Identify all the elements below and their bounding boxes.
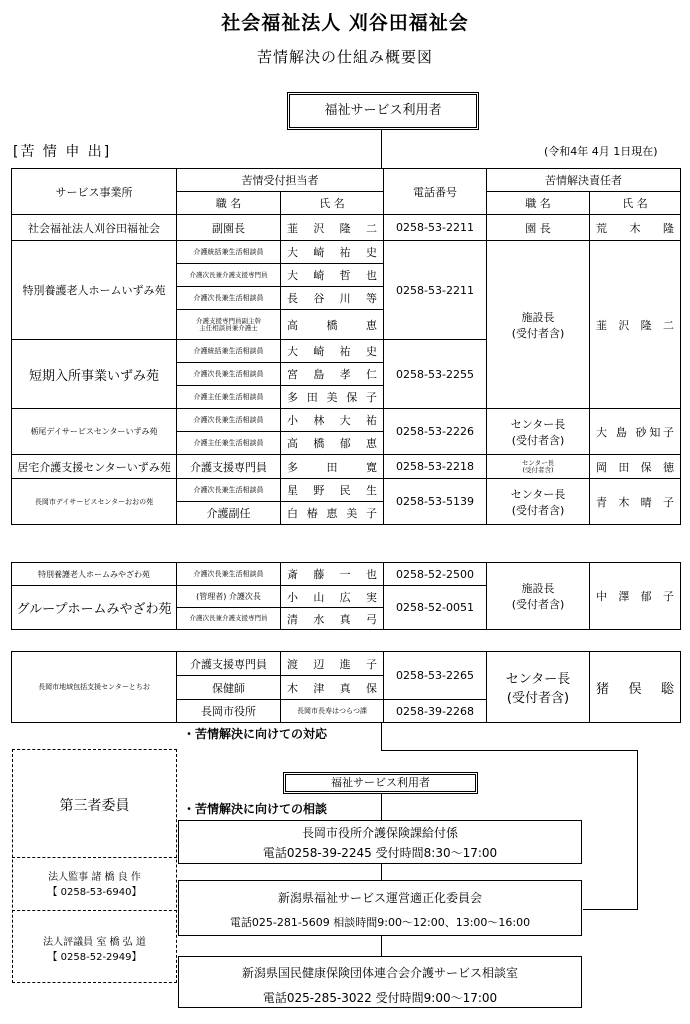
user-box-bottom <box>283 772 478 794</box>
hdr-role2: 職 名 <box>487 192 590 215</box>
name-cell: 大 崎 哲 也 <box>281 264 384 287</box>
name-cell: 高 橋 郁 恵 <box>281 432 384 455</box>
third-party-sep1 <box>12 857 177 858</box>
role-cell: 介護主任兼生活相談員 <box>177 432 281 455</box>
user-box-bottom-label: 福祉サービス利用者 <box>331 776 430 789</box>
office-cell: 長岡市地域包括支援センターとちお <box>12 652 177 723</box>
res-note-text: (受付者含) <box>511 326 565 340</box>
res-name-cell: 岡 田 保 徳 <box>590 455 681 479</box>
role-cell: 介護主任兼生活相談員 <box>177 386 281 409</box>
name-cell: 高 橋 恵 <box>281 310 384 340</box>
name-cell: 星 野 民 生 <box>281 479 384 502</box>
res-name-cell: 荒 木 隆 <box>590 215 681 241</box>
res-note-text: (受付者含) <box>511 598 565 611</box>
phone-cell: 0258-52-0051 <box>384 586 487 630</box>
city-office-line2: 電話0258-39-2245 受付時間8:30～17:00 <box>262 846 498 860</box>
connector-main <box>381 723 382 751</box>
councillor-line1: 法人評議員 室 橋 弘 道 <box>43 937 146 948</box>
role-cell: 介護統括兼生活相談員 <box>177 340 281 363</box>
role-cell: 保健師 <box>177 676 281 700</box>
user-box-top-label: 福祉サービス利用者 <box>324 103 442 118</box>
office-cell: 特別養護老人ホームみやざわ苑 <box>12 563 177 586</box>
res-role-text: 施設長 <box>521 582 555 595</box>
name-cell: 木 津 真 保 <box>281 676 384 700</box>
res-role-cell <box>487 479 590 525</box>
hdr-service: サービス事業所 <box>12 169 177 215</box>
connector-mid2 <box>381 864 382 881</box>
hdr-role: 職 名 <box>177 192 281 215</box>
office-cell: グループホームみやざわ苑 <box>12 586 177 630</box>
auditor-line2: 【 0258-53-6940】 <box>47 887 142 898</box>
connector-right <box>637 750 638 910</box>
connector-top <box>381 130 382 168</box>
phone-cell: 0258-52-2500 <box>384 563 487 586</box>
res-role-text: センター長 <box>510 417 566 431</box>
res-role-text: センター長 <box>505 672 571 687</box>
office-cell: 居宅介護支援センターいずみ苑 <box>12 455 177 479</box>
name-cell: 多 田 美 保 子 <box>281 386 384 409</box>
hdr-name: 氏 名 <box>281 192 384 215</box>
name-cell: 大 崎 祐 史 <box>281 340 384 363</box>
hdr-name2: 氏 名 <box>590 192 681 215</box>
phone-cell: 0258-53-2218 <box>384 455 487 479</box>
role-line2: 主任相談員兼介護士 <box>199 323 258 332</box>
office-cell: 長岡市デイサービスセンターおおの苑 <box>12 479 177 525</box>
hdr-resolver: 苦情解決責任者 <box>487 169 681 192</box>
role-cell: 介護次長兼生活相談員 <box>177 363 281 386</box>
phone-cell: 0258-53-2226 <box>384 409 487 455</box>
role-cell: 介護次長兼介護支援専門員 <box>177 608 281 630</box>
page-subtitle: 苦情解決の仕組み概要図 <box>256 48 433 66</box>
role-cell: 介護統括兼生活相談員 <box>177 241 281 264</box>
res-name-cell: 猪 俣 聡 <box>590 652 681 723</box>
auditor-line1: 法人監事 諸 橋 良 作 <box>48 872 141 883</box>
res-name-cell: 大 島 砂知子 <box>590 409 681 455</box>
complaint-label: [苦 情 申 出] <box>13 144 112 160</box>
res-role-cell <box>487 455 590 479</box>
complaint-table-tochio-center <box>11 651 681 723</box>
connector-right-bottom <box>583 909 638 910</box>
role-cell: 介護次長兼生活相談員 <box>177 479 281 502</box>
phone-cell: 0258-53-2211 <box>384 215 487 241</box>
niigata-line1: 新潟県福祉サービス運営適正化委員会 <box>277 891 482 905</box>
councillor-line2: 【 0258-52-2949】 <box>47 952 142 963</box>
third-party-sep2 <box>12 910 177 911</box>
res-note-text: (受付者含) <box>522 465 554 474</box>
role-cell: 介護次長兼介護支援専門員 <box>177 264 281 287</box>
res-role-cell <box>487 241 590 409</box>
connector-mid1 <box>381 791 382 821</box>
res-note-text: (受付者含) <box>506 691 570 706</box>
city-office-line1: 長岡市役所介護保険課給付係 <box>301 826 458 840</box>
third-party-label: 第三者委員 <box>59 798 130 814</box>
phone-cell: 0258-53-5139 <box>384 479 487 525</box>
name-cell: 白 椿 恵 美 子 <box>281 502 384 525</box>
role-line1: 介護支援専門員副主幹 <box>196 316 261 325</box>
name-cell: 韮 沢 隆 二 <box>281 215 384 241</box>
connector-right-top <box>381 750 637 751</box>
user-box-top <box>287 92 479 130</box>
page-title: 社会福祉法人 刈谷田福祉会 <box>221 12 469 34</box>
complaint-table-miyazawa <box>11 562 681 630</box>
res-role-cell <box>487 563 590 630</box>
role-cell: 介護次長兼生活相談員 <box>177 409 281 432</box>
role-cell: 介護支援専門員 <box>177 652 281 676</box>
name-cell: 小 林 大 祐 <box>281 409 384 432</box>
office-cell: 栃尾デイサービスセンターいずみ苑 <box>12 409 177 455</box>
name-cell: 斎 藤 一 也 <box>281 563 384 586</box>
phone-cell: 0258-39-2268 <box>384 700 487 723</box>
role-cell: 介護副任 <box>177 502 281 525</box>
complaint-table-main <box>11 168 681 525</box>
res-name-cell: 青 木 晴 子 <box>590 479 681 525</box>
res-note-text: (受付者含) <box>511 433 565 447</box>
date-note: (令和4年 4月 1日現在) <box>544 145 658 158</box>
res-role-cell: 園 長 <box>487 215 590 241</box>
kokuho-box <box>178 956 582 1008</box>
city-office-box <box>178 820 582 864</box>
response-label: ・苦情解決に向けての対応 <box>183 727 328 741</box>
role-cell <box>177 310 281 340</box>
niigata-committee-box <box>178 880 582 936</box>
role-cell: 副園長 <box>177 215 281 241</box>
role-cell: 介護次長兼生活相談員 <box>177 287 281 310</box>
name-cell: 宮 島 孝 仁 <box>281 363 384 386</box>
res-role-cell <box>487 409 590 455</box>
office-cell: 短期入所事業いずみ苑 <box>12 340 177 409</box>
name-cell: 長 谷 川 等 <box>281 287 384 310</box>
res-role-text: センター長 <box>521 458 555 467</box>
office-cell: 社会福祉法人刈谷田福祉会 <box>12 215 177 241</box>
role-cell: 介護支援専門員 <box>177 455 281 479</box>
res-role-text: 施設長 <box>521 310 555 324</box>
consult-label: ・苦情解決に向けての相談 <box>183 802 328 816</box>
hdr-receiver: 苦情受付担当者 <box>177 169 384 192</box>
res-name-cell: 中 澤 郁 子 <box>590 563 681 630</box>
phone-cell: 0258-53-2255 <box>384 340 487 409</box>
res-role-cell <box>487 652 590 723</box>
name-cell: 小 山 広 実 <box>281 586 384 608</box>
office-cell: 特別養護老人ホームいずみ苑 <box>12 241 177 340</box>
name-cell: 大 崎 祐 史 <box>281 241 384 264</box>
connector-mid3 <box>381 935 382 957</box>
res-name-cell: 韮 沢 隆 二 <box>590 241 681 409</box>
name-cell: 清 水 真 弓 <box>281 608 384 630</box>
kokuho-line2: 電話025-285-3022 受付時間9:00～17:00 <box>262 991 498 1005</box>
name-cell: 多 田 寛 <box>281 455 384 479</box>
role-cell: 介護次長兼生活相談員 <box>177 563 281 586</box>
phone-cell: 0258-53-2265 <box>384 652 487 700</box>
res-role-text: センター長 <box>510 487 566 501</box>
name-cell: 長岡市長寿はつらつ課 <box>281 700 384 723</box>
name-cell: 渡 辺 進 子 <box>281 652 384 676</box>
res-note-text: (受付者含) <box>511 503 565 517</box>
niigata-line2: 電話025-281-5609 相談時間9:00～12:00、13:00～16:00 <box>229 916 531 929</box>
role-cell: (管理者) 介護次長 <box>177 586 281 608</box>
kokuho-line1: 新潟県国民健康保険団体連合会介護サービス相談室 <box>241 966 518 980</box>
phone-cell: 0258-53-2211 <box>384 241 487 340</box>
hdr-phone: 電話番号 <box>384 169 487 215</box>
role-cell: 長岡市役所 <box>177 700 281 723</box>
